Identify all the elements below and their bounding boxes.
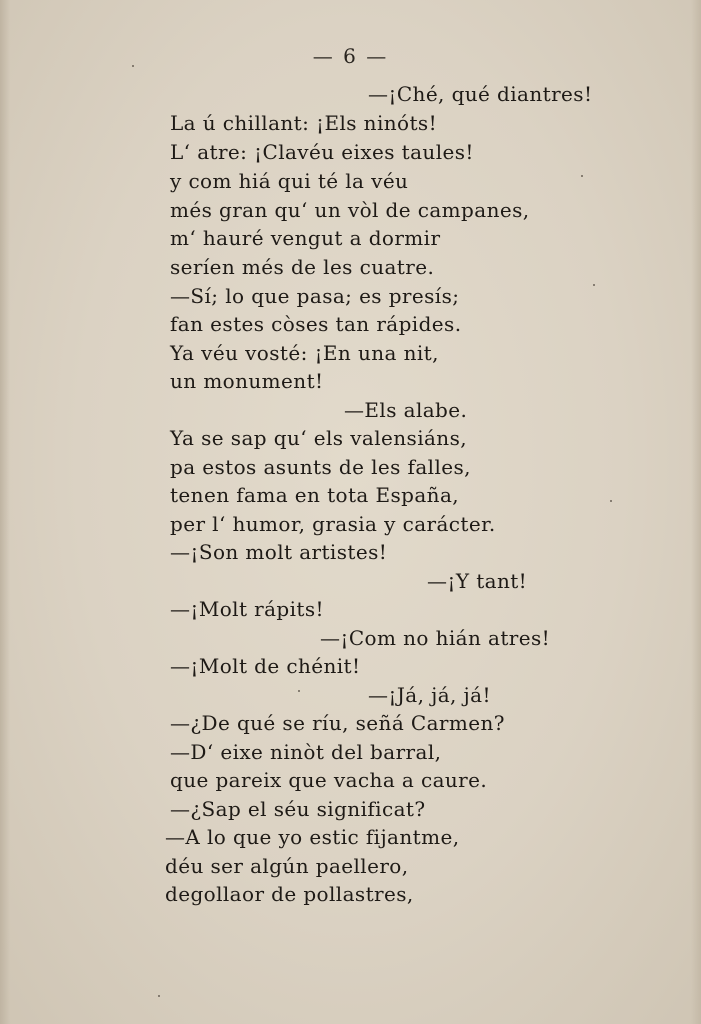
verse-line: —¡Son molt artistes!	[170, 540, 388, 564]
verse-line: —D‘ eixe ninòt del barral,	[170, 740, 442, 764]
verse-line: tenen fama en tota España,	[170, 483, 460, 507]
verse-line: Ya se sap qu‘ els valensiáns,	[170, 426, 468, 450]
verse-line: —¡Molt de chénit!	[170, 654, 361, 678]
paper-speck	[298, 690, 300, 692]
verse-line: fan estes còses tan rápides.	[170, 312, 462, 336]
verse-line: —¡Já, já, já!	[368, 683, 491, 707]
paper-speck	[581, 175, 583, 177]
verse-line: —¡Com no hián atres!	[320, 626, 551, 650]
verse-line: m‘ hauré vengut a dormir	[170, 226, 441, 250]
paper-speck	[610, 500, 612, 502]
verse-line: —¡Y tant!	[427, 569, 528, 593]
verse-line: —A lo que yo estic fijantme,	[165, 825, 460, 849]
verse-line: —¡Ché, qué diantres!	[368, 82, 593, 106]
verse-line: pa estos asunts de les falles,	[170, 455, 471, 479]
verse-line: seríen més de les cuatre.	[170, 255, 435, 279]
verse-line: per l‘ humor, grasia y carácter.	[170, 512, 496, 536]
verse-line: que pareix que vacha a caure.	[170, 768, 488, 792]
verse-line: La ú chillant: ¡Els ninóts!	[170, 111, 438, 135]
verse-line: déu ser algún paellero,	[165, 854, 409, 878]
page-edge-left	[0, 0, 10, 1024]
verse-line: —Els alabe.	[344, 398, 468, 422]
paper-speck	[593, 284, 595, 286]
verse-line: Ya véu vosté: ¡En una nit,	[170, 341, 439, 365]
paper-speck	[158, 995, 160, 997]
verse-line: degollaor de pollastres,	[165, 882, 414, 906]
verse-line: L‘ atre: ¡Clavéu eixes taules!	[170, 140, 474, 164]
verse-line: —¿De qué se ríu, señá Carmen?	[170, 711, 505, 735]
verse-line: un monument!	[170, 369, 324, 393]
page-number: — 6 —	[312, 44, 389, 68]
paper-speck	[132, 65, 134, 67]
verse-line: —¿Sap el séu significat?	[170, 797, 426, 821]
verse-line: —Sí; lo que pasa; es presís;	[170, 284, 460, 308]
verse-line: més gran qu‘ un vòl de campanes,	[170, 198, 530, 222]
verse-line: —¡Molt rápits!	[170, 597, 324, 621]
verse-line: y com hiá qui té la véu	[170, 169, 409, 193]
